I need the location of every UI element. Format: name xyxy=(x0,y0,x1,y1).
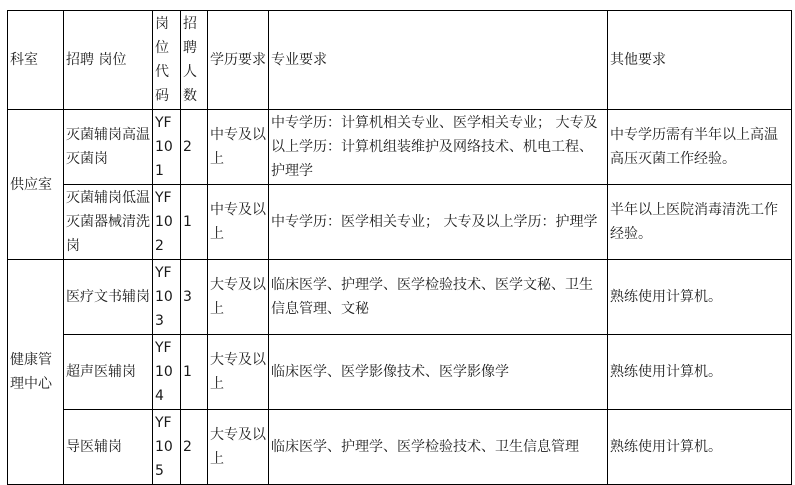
count-cell: 1 xyxy=(181,185,208,260)
major-cell: 临床医学、护理学、医学检验技术、医学文秘、卫生信息管理、文秘 xyxy=(269,260,608,335)
header-position: 招聘 岗位 xyxy=(64,11,153,110)
dept-cell: 健康管理中心 xyxy=(8,260,64,485)
code-cell: YF102 xyxy=(153,185,181,260)
header-major: 专业要求 xyxy=(269,11,608,110)
header-dept: 科室 xyxy=(8,11,64,110)
header-count: 招聘人数 xyxy=(181,11,208,110)
count-cell: 2 xyxy=(181,410,208,485)
other-cell: 中专学历需有半年以上高温高压灭菌工作经验。 xyxy=(608,110,792,185)
code-cell: YF103 xyxy=(153,260,181,335)
dept-cell: 供应室 xyxy=(8,110,64,260)
other-cell: 半年以上医院消毒清洗工作经验。 xyxy=(608,185,792,260)
education-cell: 中专及以上 xyxy=(208,110,269,185)
position-cell: 医疗文书辅岗 xyxy=(64,260,153,335)
table-row xyxy=(8,185,792,260)
header-other: 其他要求 xyxy=(608,11,792,110)
count-cell: 3 xyxy=(181,260,208,335)
education-cell: 大专及以上 xyxy=(208,410,269,485)
count-cell: 1 xyxy=(181,335,208,410)
table-row xyxy=(8,335,792,410)
education-cell: 大专及以上 xyxy=(208,335,269,410)
education-cell: 大专及以上 xyxy=(208,260,269,335)
other-cell: 熟练使用计算机。 xyxy=(608,260,792,335)
code-cell: YF104 xyxy=(153,335,181,410)
header-code: 岗位代码 xyxy=(153,11,181,110)
table-header-row xyxy=(8,11,792,110)
major-cell: 临床医学、医学影像技术、医学影像学 xyxy=(269,335,608,410)
other-cell: 熟练使用计算机。 xyxy=(608,410,792,485)
table-row xyxy=(8,410,792,485)
header-education: 学历要求 xyxy=(208,11,269,110)
education-cell: 中专及以上 xyxy=(208,185,269,260)
table-row xyxy=(8,110,792,185)
position-cell: 超声医辅岗 xyxy=(64,335,153,410)
position-cell: 灭菌辅岗低温灭菌器械清洗岗 xyxy=(64,185,153,260)
major-cell: 中专学历：计算机相关专业、医学相关专业； 大专及以上学历：计算机组装维护及网络技术、机电工程、护理学 xyxy=(269,110,608,185)
position-cell: 导医辅岗 xyxy=(64,410,153,485)
code-cell: YF101 xyxy=(153,110,181,185)
table-row xyxy=(8,260,792,335)
count-cell: 2 xyxy=(181,110,208,185)
recruitment-table xyxy=(7,10,792,485)
position-cell: 灭菌辅岗高温灭菌岗 xyxy=(64,110,153,185)
major-cell: 临床医学、护理学、医学检验技术、卫生信息管理 xyxy=(269,410,608,485)
other-cell: 熟练使用计算机。 xyxy=(608,335,792,410)
code-cell: YF105 xyxy=(153,410,181,485)
major-cell: 中专学历：医学相关专业； 大专及以上学历：护理学 xyxy=(269,185,608,260)
